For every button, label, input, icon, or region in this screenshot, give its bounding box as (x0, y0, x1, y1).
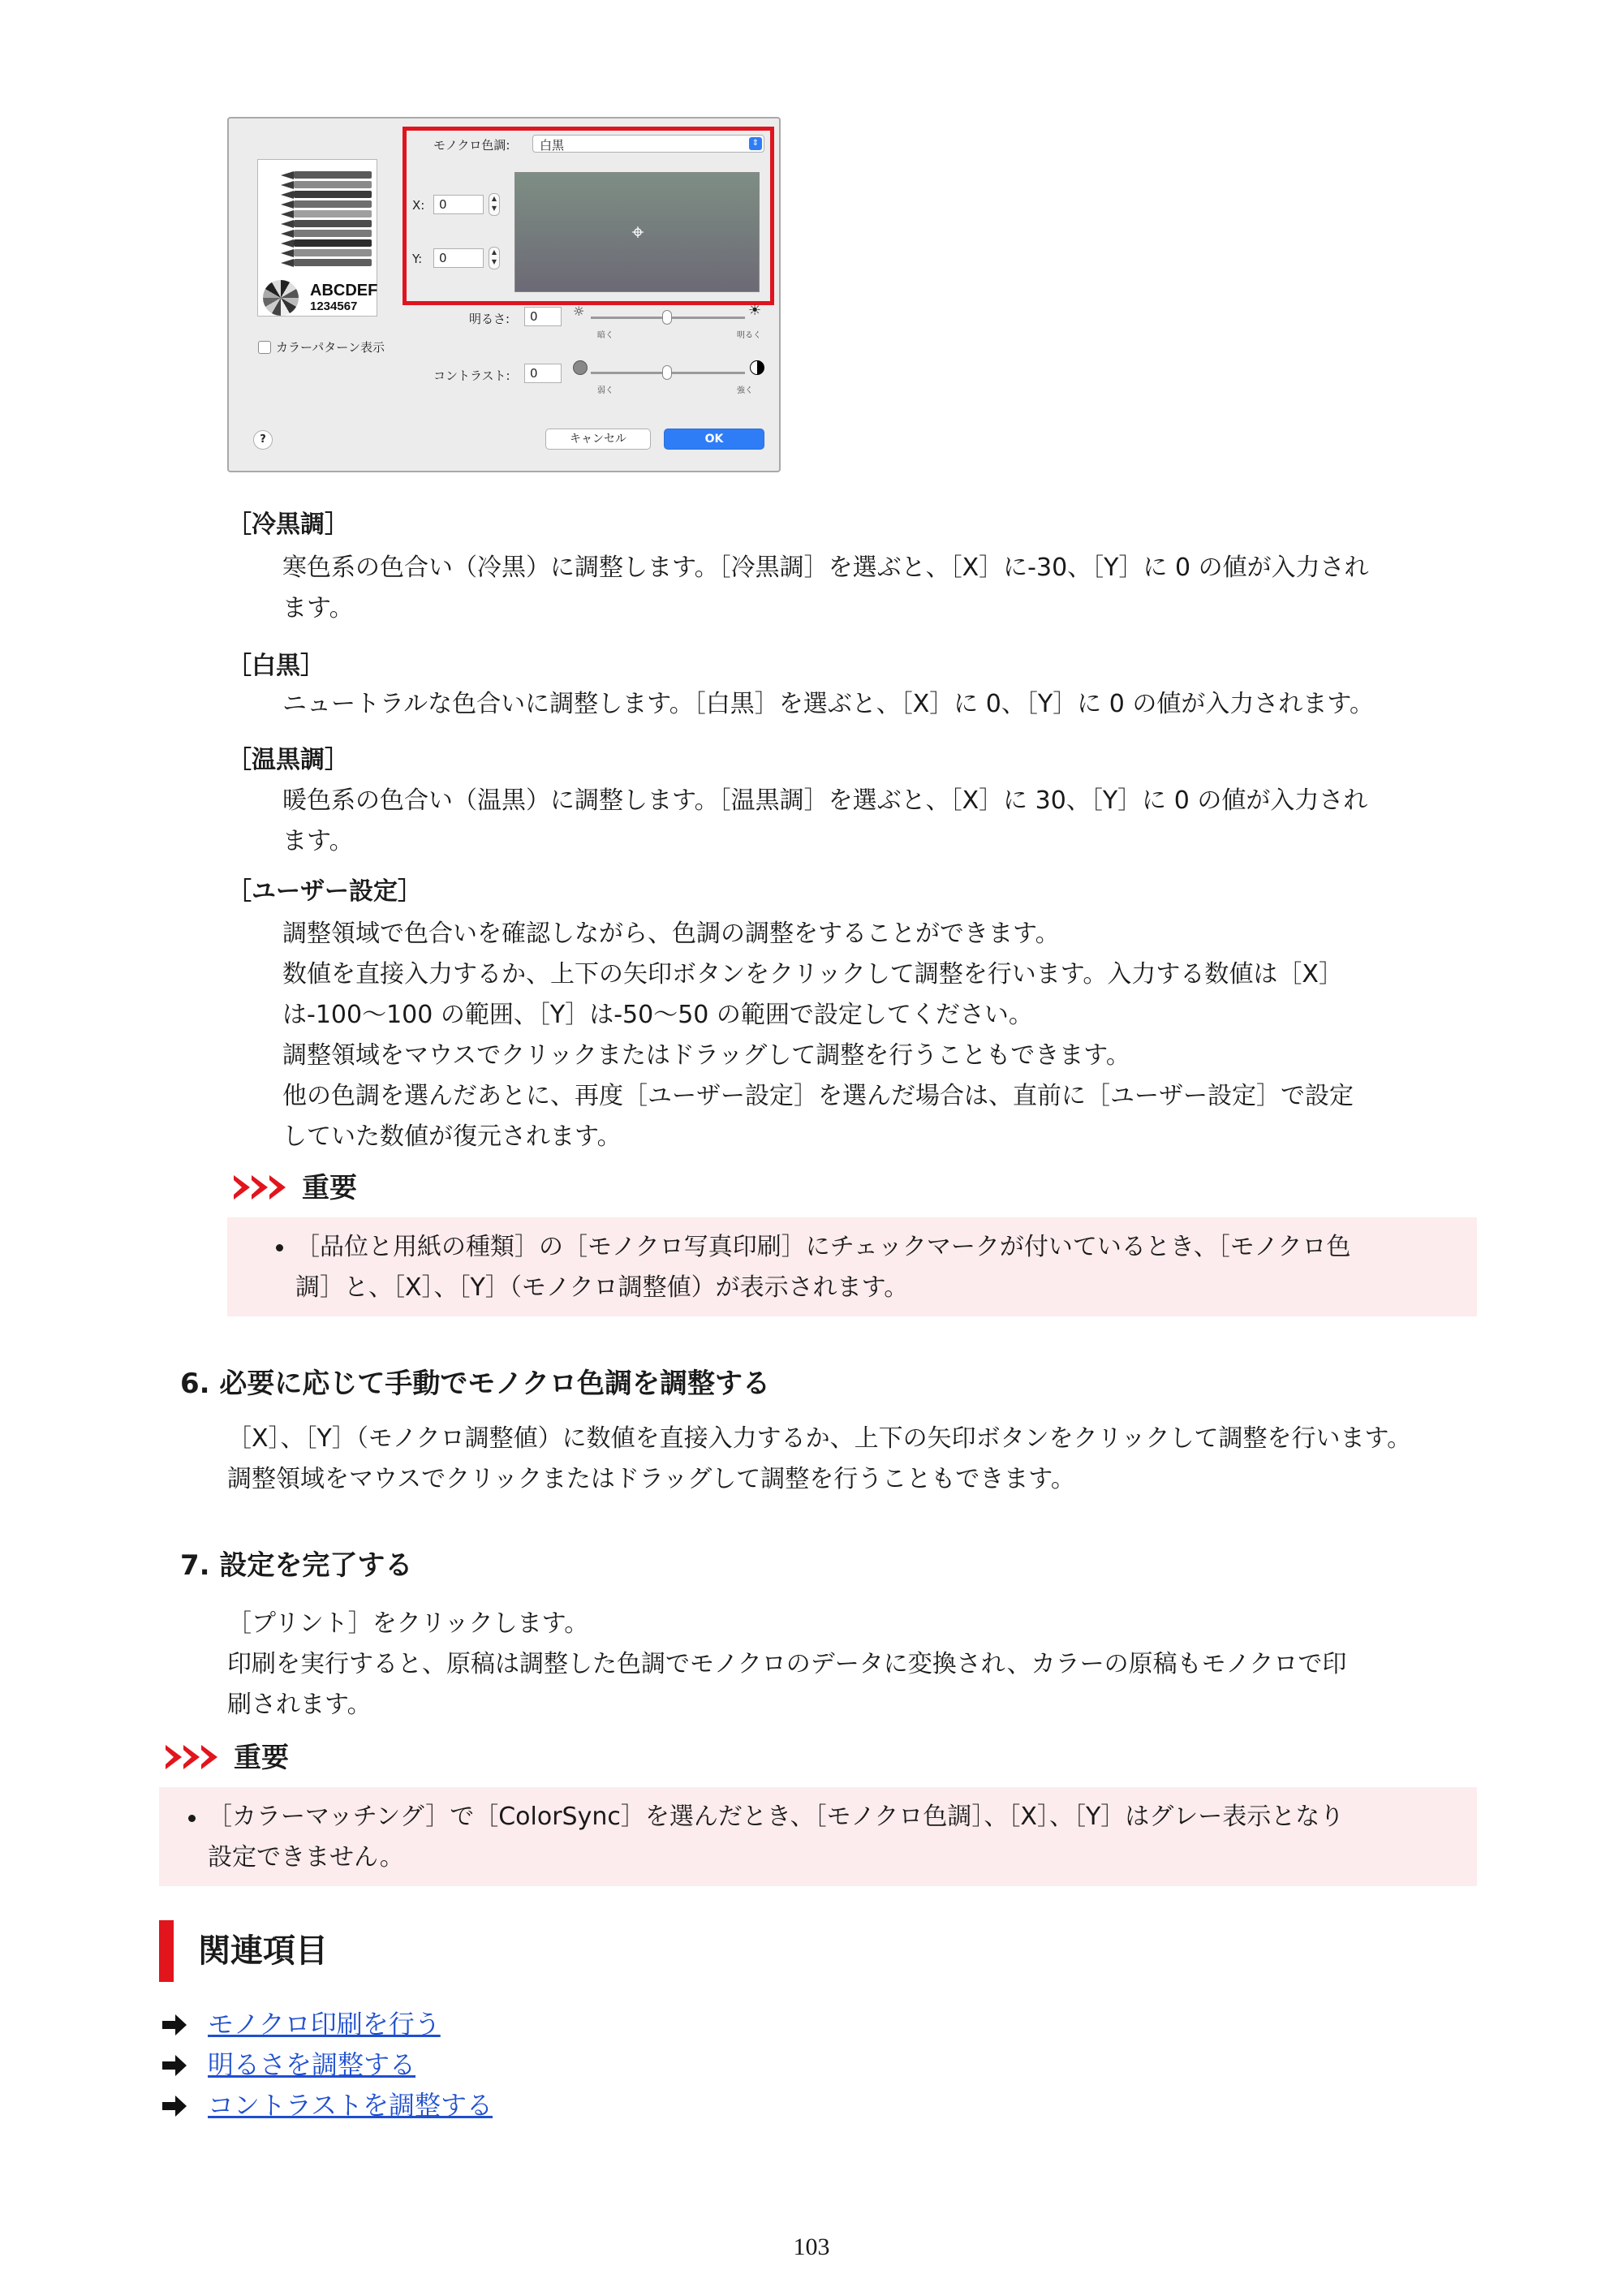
contrast-input[interactable] (524, 364, 562, 383)
contrast-slider[interactable] (662, 365, 672, 380)
step-text: ［X］、［Y］（モノクロ調整値）に数値を直接入力するか、上下の矢印ボタンをクリックして調整を行います。 (227, 1424, 1412, 1453)
cancel-button[interactable]: キャンセル (545, 429, 651, 450)
related-heading: 関連項目 (198, 1932, 328, 1970)
sun-dim-icon: ☼ (573, 304, 585, 319)
tone-select-value: 白黒 (540, 138, 565, 153)
bullet-icon (276, 1244, 283, 1251)
y-input-value: 0 (439, 251, 447, 265)
contrast-input-value: 0 (530, 366, 538, 381)
print-preview-image (257, 159, 377, 317)
term-desc: 数値を直接入力するか、上下の矢印ボタンをクリックして調整を行います。入力する数値は［X］ (282, 960, 1343, 989)
important-heading: 重要 (302, 1172, 357, 1204)
tone-adjust-area[interactable] (514, 172, 760, 292)
color-pattern-label: カラーパターン表示 (276, 340, 385, 355)
step-text: 刷されます。 (227, 1691, 372, 1719)
step-text: 印刷を実行すると、原稿は調整した色調でモノクロのデータに変換され、カラーの原稿もモノクロで印 (227, 1650, 1347, 1678)
pencil-icon (281, 220, 294, 228)
brightness-label: 明るさ: (469, 312, 510, 326)
arrow-right-icon (162, 2061, 177, 2070)
important-text: ［カラーマッチング］で［ColorSync］を選んだとき、［モノクロ色調］、［X］、［Y］はグレー表示となり (208, 1803, 1345, 1831)
term-desc: 調整領域をマウスでクリックまたはドラッグして調整を行うこともできます。 (282, 1041, 1130, 1070)
pencil-icon (294, 171, 372, 179)
sun-bright-icon: ☀ (748, 302, 762, 319)
color-pattern-checkbox[interactable] (258, 341, 271, 354)
term-title: ［温黒調］ (227, 746, 349, 774)
pencil-icon (281, 171, 294, 179)
monochrome-tone-dialog (227, 117, 781, 472)
y-label: Y: (412, 252, 423, 266)
important-heading: 重要 (234, 1742, 289, 1774)
tone-select[interactable] (532, 135, 764, 153)
term-desc: ます。 (282, 594, 354, 622)
brightness-dark-label: 暗く (597, 331, 613, 340)
step-text: 調整領域をマウスでクリックまたはドラッグして調整を行うこともできます。 (227, 1465, 1075, 1493)
term-title: ［ユーザー設定］ (227, 877, 422, 906)
pencil-icon (281, 259, 294, 267)
crosshair-icon (632, 226, 644, 238)
x-label: X: (412, 198, 425, 213)
pencil-icon (294, 191, 372, 198)
y-input[interactable] (433, 248, 484, 268)
step-heading: 6. 必要に応じて手動でモノクロ色調を調整する (180, 1368, 771, 1400)
term-desc: 寒色系の色合い（冷黒）に調整します。［冷黒調］を選ぶと、［X］に-30、［Y］に 0 の値が入力され (282, 554, 1369, 582)
contrast-strong-icon (750, 360, 764, 375)
term-title: ［冷黒調］ (227, 510, 349, 539)
contrast-label: コントラスト: (433, 368, 510, 383)
related-link-brightness[interactable]: 明るさを調整する (208, 2049, 416, 2080)
pencil-icon (294, 210, 372, 218)
page-number: 103 (793, 2234, 830, 2260)
arrow-right-icon (162, 2021, 177, 2029)
x-input-value: 0 (439, 197, 447, 212)
brightness-input-value: 0 (530, 309, 538, 324)
color-wheel-icon (263, 280, 299, 316)
term-title: ［白黒］ (227, 652, 325, 680)
x-input[interactable] (433, 195, 484, 214)
pencil-icon (281, 210, 294, 218)
tone-label: モノクロ色調: (433, 138, 510, 153)
pencil-icon (294, 230, 372, 237)
brightness-slider[interactable] (662, 310, 672, 325)
pencil-icon (281, 230, 294, 238)
step-text: ［プリント］をクリックします。 (227, 1609, 589, 1638)
bullet-icon (188, 1815, 196, 1822)
pencil-icon (294, 259, 372, 266)
x-stepper[interactable]: ▲ ▼ (489, 193, 500, 216)
contrast-weak-label: 弱く (597, 386, 613, 395)
pencil-icon (294, 249, 372, 256)
term-desc: は-100〜100 の範囲、［Y］は-50〜50 の範囲で設定してください。 (282, 1001, 1033, 1029)
step-heading: 7. 設定を完了する (180, 1549, 413, 1582)
ok-button[interactable]: OK (664, 429, 764, 450)
pencil-icon (294, 181, 372, 188)
pencil-icon (294, 239, 372, 247)
term-desc: していた数値が復元されます。 (282, 1122, 622, 1151)
pencil-icon (281, 191, 294, 199)
pencil-icon (294, 200, 372, 208)
contrast-weak-icon (573, 360, 588, 375)
preview-text-digits: 1234567 (310, 299, 358, 313)
important-chevrons-icon (227, 1175, 300, 1200)
pencil-icon (294, 220, 372, 227)
important-chevrons-icon (159, 1745, 232, 1769)
preview-text-letters: ABCDEF (310, 282, 378, 299)
term-desc: ます。 (282, 827, 354, 855)
pencil-icon (281, 200, 294, 209)
pencil-icon (281, 239, 294, 248)
important-text: 調］と、［X］、［Y］（モノクロ調整値）が表示されます。 (295, 1273, 909, 1302)
related-link-contrast[interactable]: コントラストを調整する (208, 2090, 493, 2121)
brightness-input[interactable] (524, 307, 562, 326)
arrow-right-icon (162, 2102, 177, 2110)
contrast-strong-label: 強く (737, 386, 753, 395)
popup-arrows-icon: ⇕ (749, 137, 762, 150)
important-text: 設定できません。 (208, 1843, 404, 1872)
term-desc: 調整領域で色合いを確認しながら、色調の調整をすることができます。 (282, 920, 1060, 948)
y-stepper[interactable]: ▲ ▼ (489, 247, 500, 269)
term-desc: 暖色系の色合い（温黒）に調整します。［温黒調］を選ぶと、［X］に 30、［Y］に 0 の値が入力され (282, 786, 1368, 815)
related-link-monochrome[interactable]: モノクロ印刷を行う (208, 2009, 441, 2040)
term-desc: ニュートラルな色合いに調整します。［白黒］を選ぶと、［X］に 0、［Y］に 0 の値が入力されます。 (282, 690, 1374, 718)
help-button[interactable]: ? (253, 430, 273, 450)
pencil-icon (281, 249, 294, 257)
pencil-icon (281, 181, 294, 189)
important-text: ［品位と用紙の種類］の［モノクロ写真印刷］にチェックマークが付いているとき、［モノクロ色 (295, 1233, 1351, 1261)
term-desc: 他の色調を選んだあとに、再度［ユーザー設定］を選んだ場合は、直前に［ユーザー設定］で設定 (282, 1082, 1354, 1110)
brightness-light-label: 明るく (737, 331, 761, 340)
section-marker (159, 1920, 174, 1982)
